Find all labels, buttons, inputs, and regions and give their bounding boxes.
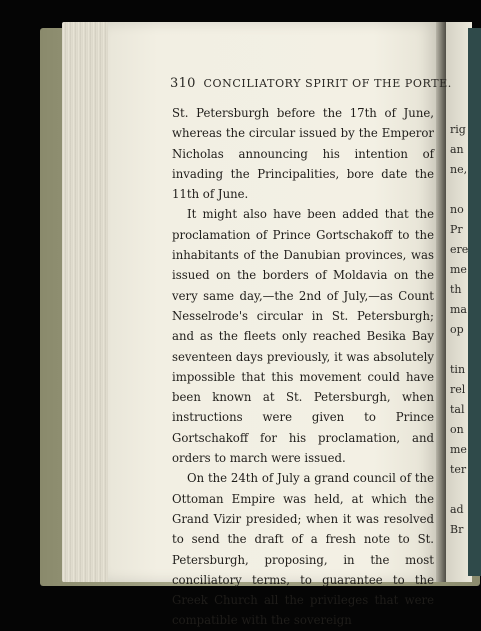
fragment: tin xyxy=(450,363,466,376)
fragment: op xyxy=(450,323,464,336)
fragment: an xyxy=(450,143,464,156)
fragment: ad xyxy=(450,503,464,516)
fragment: ere xyxy=(450,243,469,256)
page-edges xyxy=(62,22,112,582)
paragraph-3: On the 24th of July a grand council of the Ottoman Empire was held, at which the Grand Vizir presided; when it was resolved to send the draft of a fresh note to St. Petersburgh, proposing, in the most conciliatory terms, to guarantee to the Greek Church all the privileges that were compatible with the sovereign xyxy=(172,471,434,628)
fragment: rel xyxy=(450,383,466,396)
page-number: 310 xyxy=(170,76,196,91)
fragment: Br xyxy=(450,523,464,536)
fragment: on xyxy=(450,423,464,436)
fragment: tal xyxy=(450,403,465,416)
fragment: ter xyxy=(450,463,467,476)
running-head xyxy=(170,76,452,91)
body-text xyxy=(172,103,434,631)
paragraph-2: It might also have been added that the proclamation of Prince Gortschakoff to the inhabitants of the Danubian provinces, was issued on the borders of Moldavia on the very same day,—the 2nd of July,—as Count Nesselrode's circular in St. Petersburgh; and as the fleets only reached Besika Bay seventeen days previously, it was absolutely impossible that this movement could have been known at St. Petersburgh, when instructions were given to Prince Gortschakoff for his proclamation, and orders to march were issued. xyxy=(172,207,434,466)
fragment: ma xyxy=(450,303,467,316)
fragment: me xyxy=(450,263,467,276)
fragment: Pr xyxy=(450,223,463,236)
paragraph-1: St. Petersburgh before the 17th of June, whereas the circular issued by the Emperor Nicholas announcing his intention of invading the Principalities, bore date the 11th of June. xyxy=(172,106,434,202)
fragment: no xyxy=(450,203,464,216)
fragment: th xyxy=(450,283,462,296)
fragment: rig xyxy=(450,123,466,136)
fragment: ne, xyxy=(450,163,468,176)
running-title: CONCILIATORY SPIRIT OF THE PORTE. xyxy=(203,77,452,90)
facing-cover-edge xyxy=(468,28,481,576)
fragment: me xyxy=(450,443,467,456)
